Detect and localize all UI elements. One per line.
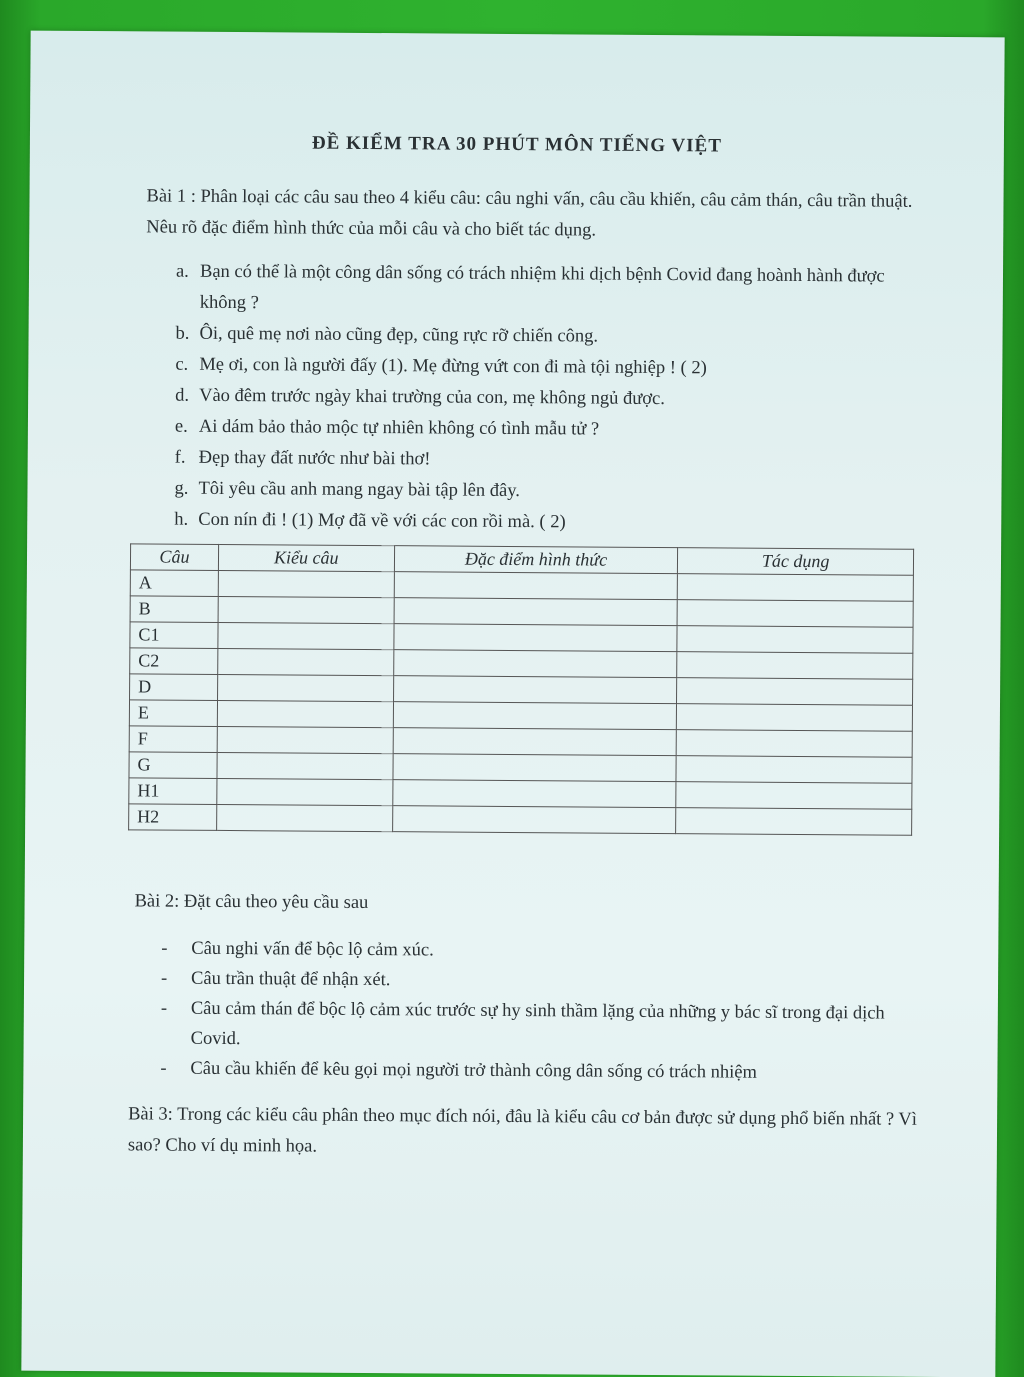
bullet-dash: - [161, 938, 168, 959]
bullet-dash: - [160, 998, 168, 1019]
table-cell [676, 756, 912, 784]
table-cell [393, 754, 677, 782]
table-row [129, 804, 912, 835]
table-cell [393, 702, 677, 730]
item-text: Câu trần thuật để nhận xét. [191, 968, 391, 991]
item-key: d. [175, 385, 190, 406]
row-label: F [129, 726, 217, 753]
column-header: Tác dụng [678, 548, 914, 576]
table-cell [218, 596, 394, 623]
table-cell [217, 674, 393, 701]
table-cell [392, 780, 676, 808]
answer-table [128, 543, 914, 835]
table-cell [677, 678, 913, 706]
item-key: f. [174, 447, 186, 468]
table-cell [217, 778, 393, 805]
list-item [161, 994, 921, 1059]
row-label: B [130, 596, 218, 623]
item-text: Con nín đi ! (1) Mợ đã về với các con rồi mà. ( 2) [198, 509, 566, 533]
column-header: Đặc điểm hình thức [394, 546, 678, 574]
list-item [175, 412, 885, 448]
item-key: h. [174, 509, 189, 530]
item-key: a. [175, 261, 189, 282]
table-cell [217, 700, 393, 727]
bullet-dash: - [160, 1058, 167, 1079]
list-item [176, 257, 886, 324]
list-item [174, 474, 884, 510]
table-cell [677, 600, 913, 628]
bai2-heading: Bài 2: Đặt câu theo yêu cầu sau [134, 891, 369, 913]
list-item [175, 443, 885, 479]
list-item [175, 350, 885, 386]
table-cell [217, 804, 393, 831]
item-text: Câu cảm thán để bộc lộ cảm xúc trước sự hy sinh thầm lặng của những y bác sĩ trong đại dịch Covid. [190, 998, 885, 1050]
row-label: C1 [130, 622, 218, 649]
item-text: Ôi, quê mẹ nơi nào cũng đẹp, cũng rực rỡ chiến công. [199, 323, 599, 347]
table-cell [393, 650, 677, 678]
item-key: e. [174, 416, 188, 437]
table-cell [394, 624, 678, 652]
list-item [174, 505, 884, 541]
page-title: ĐỀ KIỂM TRA 30 PHÚT MÔN TIẾNG VIỆT [311, 132, 722, 157]
list-item [175, 381, 885, 417]
row-label: G [129, 752, 217, 779]
table-cell [393, 728, 677, 756]
item-text: Đẹp thay đất nước như bài thơ! [198, 447, 431, 470]
paper-sheet [21, 31, 1004, 1377]
table-cell [677, 626, 913, 654]
item-text: Ai dám bảo thảo mộc tự nhiên không có tình mẫu tử ? [198, 416, 600, 440]
column-header: Kiểu câu [218, 544, 394, 571]
list-item [160, 1054, 920, 1089]
table-cell [394, 572, 678, 600]
table-cell [676, 730, 912, 758]
table-cell [218, 622, 394, 649]
row-label: H1 [129, 778, 217, 805]
table-cell [677, 704, 913, 732]
column-header: Câu [130, 544, 218, 571]
list-item [175, 319, 885, 355]
item-text: Câu nghi vấn để bộc lộ cảm xúc. [191, 938, 434, 961]
bai2-bullet-list [160, 934, 921, 1089]
item-text: Bạn có thể là một công dân sống có trách nhiệm khi dịch bệnh Covid đang hoành hành được không ? [199, 261, 885, 314]
row-label: A [130, 570, 218, 597]
table-cell [394, 598, 678, 626]
table-cell [677, 652, 913, 680]
item-text: Vào đêm trước ngày khai trường của con, mẹ không ngủ được. [199, 385, 666, 410]
item-text: Tôi yêu cầu anh mang ngay bài tập lên đây. [198, 478, 520, 502]
item-text: Mẹ ơi, con là người đấy (1). Mẹ đừng vứt con đi mà tội nghiệp ! ( 2) [199, 354, 707, 379]
item-text: Câu cầu khiến để kêu gọi mọi người trở thành công dân sống có trách nhiệm [190, 1058, 757, 1083]
bai1-intro: Bài 1 : Phân loại các câu sau theo 4 kiểu câu: câu nghi vấn, câu cầu khiến, câu cảm thán, câu trần thuật. Nêu rõ đặc điểm hình thức của mỗi câu và cho biết tác dụng. [146, 186, 913, 241]
table-cell [392, 806, 676, 834]
table-cell [218, 648, 394, 675]
item-key: c. [175, 354, 189, 375]
row-label: D [130, 674, 218, 701]
table-cell [393, 676, 677, 704]
table-cell [676, 782, 912, 810]
table-cell [678, 574, 914, 602]
row-label: E [129, 700, 217, 727]
bai1-sentence-list [174, 257, 886, 541]
bai3-text: Bài 3: Trong các kiểu câu phân theo mục đích nói, đâu là kiểu câu cơ bản được sử dụng phổ biến nhất ? Vì sao? Cho ví dụ minh họa. [127, 1104, 918, 1157]
item-key: g. [174, 478, 189, 499]
table-cell [217, 752, 393, 779]
bullet-dash: - [161, 968, 168, 989]
item-key: b. [175, 323, 190, 344]
table-cell [218, 570, 394, 597]
table-cell [676, 808, 912, 836]
table-cell [217, 726, 393, 753]
row-label: H2 [129, 804, 217, 831]
row-label: C2 [130, 648, 218, 675]
